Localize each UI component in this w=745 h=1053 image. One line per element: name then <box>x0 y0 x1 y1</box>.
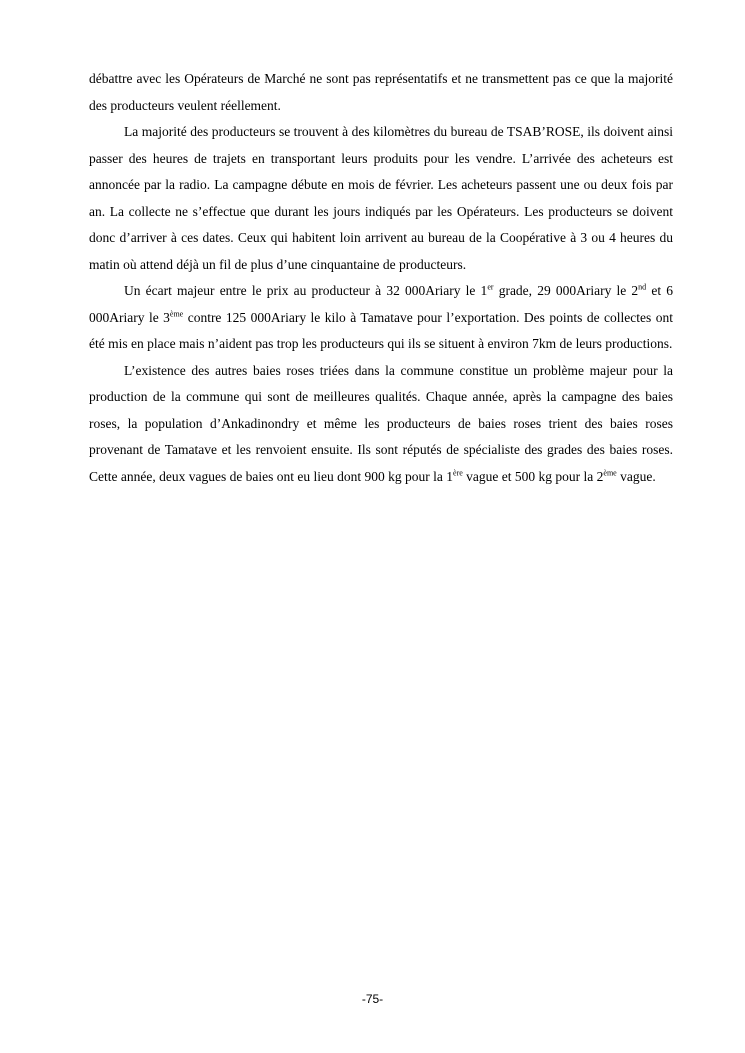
text-segment: grade, 29 000Ariary le 2 <box>493 283 639 298</box>
paragraph <box>89 119 673 278</box>
text-segment: vague. <box>616 468 656 484</box>
paragraph <box>89 278 673 358</box>
text-segment: L’existence des autres baies roses triées dans la commune constitue un problème majeur pour la production de la commune qui sont de meilleures qualités. Chaque année, après la campagne des baies roses, la population d’Ankadinondry et même les producteurs de baies roses trient des baies roses provenant de Tamatave et les renvoient ensuite. Ils sont réputés de spécialiste des grades des baies roses. Cette année, deux vagues de baies ont eu lieu dont 900 kg pour la 1 <box>89 362 673 484</box>
superscript: ème <box>169 309 184 318</box>
text-segment: contre 125 000Ariary le kilo à Tamatave pour l’exportation. Des points de collectes ont été mis en place mais n’aident pas trop les producteurs qui ils se situent à environ 7km de leurs productions. <box>89 309 673 351</box>
document-body <box>89 66 673 490</box>
text-segment: Un écart majeur entre le prix au producteur à 32 000Ariary le 1 <box>124 283 488 298</box>
superscript: ère <box>453 468 463 477</box>
superscript: ème <box>603 468 617 477</box>
text-segment: La majorité des producteurs se trouvent à des kilomètres du bureau de TSAB’ROSE, ils doivent ainsi passer des heures de trajets en transportant leurs produits pour les vendre. L’arrivée des acheteurs est annoncée par la radio. La campagne débute en mois de février. Les acheteurs passent une ou deux fois par an. La collecte ne s’effectue que durant les jours indiqués par les Opérateurs. Les producteurs se doivent donc d’arriver à ces dates. Ceux qui habitent loin arrivent au bureau de la Coopérative à 3 ou 4 heures du matin où attend déjà un fil de plus d’une cinquantaine de producteurs. <box>89 124 673 272</box>
text-segment: débattre avec les Opérateurs de Marché ne sont pas représentatifs et ne transmettent pas ce que la majorité des producteurs veulent réellement. <box>89 71 673 113</box>
text-segment: vague et 500 kg pour la 2 <box>462 468 604 484</box>
page-number: -75- <box>361 992 384 1006</box>
superscript: nd <box>638 282 647 292</box>
superscript: er <box>487 282 494 292</box>
paragraph <box>89 66 673 119</box>
paragraph <box>89 358 673 491</box>
text-segment: et 6 000Ariary le 3 <box>89 283 673 325</box>
